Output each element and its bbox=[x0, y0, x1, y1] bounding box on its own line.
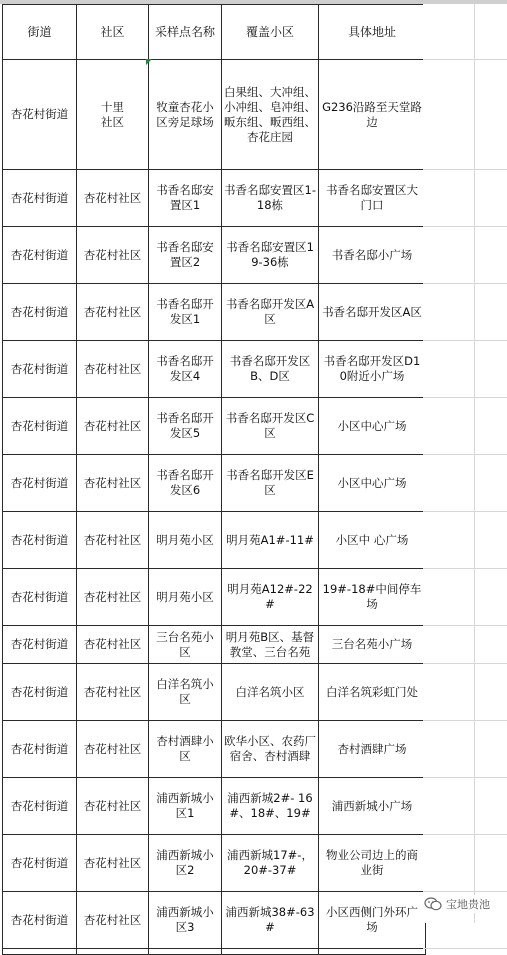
street-cell[interactable]: 杏花村街道 bbox=[3, 835, 77, 892]
covered-area-cell[interactable] bbox=[222, 949, 319, 955]
community-cell[interactable]: 杏花村社区 bbox=[77, 227, 149, 284]
address-cell[interactable] bbox=[319, 949, 426, 955]
street-cell[interactable] bbox=[3, 949, 77, 955]
community-cell[interactable]: 杏花村社区 bbox=[77, 664, 149, 721]
header-covered-area[interactable]: 覆盖小区 bbox=[222, 5, 319, 60]
street-cell[interactable]: 杏花村街道 bbox=[3, 512, 77, 569]
sampling-point-cell[interactable]: 明月苑小区 bbox=[149, 569, 222, 626]
gutter-column-line bbox=[474, 4, 475, 923]
header-sampling-point[interactable]: 采样点名称 bbox=[149, 5, 222, 60]
sampling-point-table bbox=[2, 4, 426, 955]
table-row bbox=[3, 170, 426, 227]
street-cell[interactable]: 杏花村街道 bbox=[3, 227, 77, 284]
gutter-row-line bbox=[423, 169, 507, 170]
gutter-row-line bbox=[423, 720, 507, 721]
street-cell[interactable]: 杏花村街道 bbox=[3, 778, 77, 835]
table-row bbox=[3, 455, 426, 512]
community-cell[interactable]: 杏花村社区 bbox=[77, 721, 149, 778]
covered-area-cell[interactable]: 白洋名筑小区 bbox=[222, 664, 319, 721]
address-cell[interactable]: 19#-18#中间停车场 bbox=[319, 569, 426, 626]
gutter-row-line bbox=[423, 59, 507, 60]
address-cell[interactable]: 小区中心广场 bbox=[319, 455, 426, 512]
address-cell[interactable]: 书香名邸开发区A区 bbox=[319, 284, 426, 341]
address-cell[interactable]: 书香名邸安置区大门口 bbox=[319, 170, 426, 227]
gutter-row-line bbox=[423, 283, 507, 284]
cell-comment-marker bbox=[146, 59, 152, 65]
street-cell[interactable]: 杏花村街道 bbox=[3, 455, 77, 512]
watermark-text: 宝地贵池 bbox=[446, 898, 490, 911]
community-cell[interactable]: 杏花村社区 bbox=[77, 626, 149, 664]
covered-area-cell[interactable]: 书香名邸安置区1-18栋 bbox=[222, 170, 319, 227]
table-row bbox=[3, 512, 426, 569]
table-row bbox=[3, 721, 426, 778]
sampling-point-cell[interactable]: 杏村酒肆小区 bbox=[149, 721, 222, 778]
header-address[interactable]: 具体地址 bbox=[319, 5, 426, 60]
address-cell[interactable]: G236沿路至天堂路边 bbox=[319, 60, 426, 170]
header-community[interactable]: 社区 bbox=[77, 5, 149, 60]
community-cell[interactable] bbox=[77, 949, 149, 955]
table-row bbox=[3, 227, 426, 284]
gutter-row-line bbox=[423, 226, 507, 227]
sampling-point-cell[interactable]: 书香名邸安置区2 bbox=[149, 227, 222, 284]
street-cell[interactable]: 杏花村街道 bbox=[3, 284, 77, 341]
community-cell[interactable]: 杏花村社区 bbox=[77, 835, 149, 892]
table-row bbox=[3, 569, 426, 626]
sampling-point-cell[interactable] bbox=[149, 949, 222, 955]
address-cell[interactable]: 书香名邸开发区D10附近小广场 bbox=[319, 341, 426, 398]
gutter-row-line bbox=[423, 834, 507, 835]
street-cell[interactable]: 杏花村街道 bbox=[3, 341, 77, 398]
table-row bbox=[3, 341, 426, 398]
gutter-row-line bbox=[423, 891, 507, 892]
gutter-row-line bbox=[423, 511, 507, 512]
covered-area-cell[interactable]: 浦西新城2#- 16#、18#、19# bbox=[222, 778, 319, 835]
community-cell[interactable]: 杏花村社区 bbox=[77, 170, 149, 227]
sampling-point-cell[interactable]: 明月苑小区 bbox=[149, 512, 222, 569]
covered-area-cell[interactable]: 书香名邸开发区A区 bbox=[222, 284, 319, 341]
table-row bbox=[3, 284, 426, 341]
community-cell[interactable]: 杏花村社区 bbox=[77, 455, 149, 512]
sampling-point-cell[interactable]: 牧童杏花小区旁足球场 bbox=[149, 60, 222, 170]
covered-area-cell[interactable]: 书香名邸开发区E区 bbox=[222, 455, 319, 512]
street-cell[interactable]: 杏花村街道 bbox=[3, 721, 77, 778]
sampling-point-cell[interactable]: 浦西新城小区1 bbox=[149, 778, 222, 835]
sampling-point-cell[interactable]: 浦西新城小区3 bbox=[149, 892, 222, 949]
sampling-point-cell[interactable]: 书香名邸安置区1 bbox=[149, 170, 222, 227]
covered-area-cell[interactable]: 明月苑A12#-22# bbox=[222, 569, 319, 626]
covered-area-cell[interactable]: 白果组、大冲组、 小冲组、皂冲组、畈东组、畈西组、杏花庄园 bbox=[222, 60, 319, 170]
table-body bbox=[3, 60, 426, 955]
community-cell[interactable]: 杏花村社区 bbox=[77, 341, 149, 398]
community-cell[interactable]: 十里 社区 bbox=[77, 60, 149, 170]
street-cell[interactable]: 杏花村街道 bbox=[3, 892, 77, 949]
table-row bbox=[3, 626, 426, 664]
covered-area-cell[interactable]: 明月苑B区、基督教堂、三台名苑 bbox=[222, 626, 319, 664]
sampling-point-cell[interactable]: 浦西新城小区2 bbox=[149, 835, 222, 892]
sampling-point-cell[interactable]: 书香名邸开发区4 bbox=[149, 341, 222, 398]
gutter-row-line bbox=[423, 340, 507, 341]
sampling-point-cell[interactable]: 书香名邸开发区1 bbox=[149, 284, 222, 341]
sampling-point-cell[interactable]: 书香名邸开发区5 bbox=[149, 398, 222, 455]
gutter-row-line bbox=[423, 397, 507, 398]
address-cell[interactable]: 杏村酒肆广场 bbox=[319, 721, 426, 778]
community-cell[interactable]: 杏花村社区 bbox=[77, 892, 149, 949]
header-row bbox=[3, 5, 426, 60]
table-row bbox=[3, 398, 426, 455]
covered-area-cell[interactable]: 明月苑A1#-11# bbox=[222, 512, 319, 569]
table-row bbox=[3, 60, 426, 170]
street-cell[interactable]: 杏花村街道 bbox=[3, 170, 77, 227]
table-row bbox=[3, 835, 426, 892]
sampling-point-cell[interactable]: 白洋名筑小区 bbox=[149, 664, 222, 721]
street-cell[interactable]: 杏花村街道 bbox=[3, 60, 77, 170]
gutter-row-line bbox=[423, 663, 507, 664]
header-street[interactable]: 街道 bbox=[3, 5, 77, 60]
address-cell[interactable]: 物业公司边上的商业街 bbox=[319, 835, 426, 892]
community-cell[interactable]: 杏花村社区 bbox=[77, 569, 149, 626]
empty-grid-area bbox=[423, 4, 507, 923]
address-cell[interactable]: 书香名邸小广场 bbox=[319, 227, 426, 284]
address-cell[interactable]: 白洋名筑彩虹门处 bbox=[319, 664, 426, 721]
gutter-row-line bbox=[423, 568, 507, 569]
wechat-icon bbox=[424, 897, 442, 911]
covered-area-cell[interactable]: 书香名邸安置区19-36栋 bbox=[222, 227, 319, 284]
community-cell[interactable]: 杏花村社区 bbox=[77, 398, 149, 455]
gutter-row-line bbox=[423, 777, 507, 778]
street-cell[interactable]: 杏花村街道 bbox=[3, 569, 77, 626]
covered-area-cell[interactable]: 浦西新城17#-，20#-37# bbox=[222, 835, 319, 892]
gutter-row-line bbox=[423, 625, 507, 626]
covered-area-cell[interactable]: 浦西新城38#-63# bbox=[222, 892, 319, 949]
address-cell[interactable]: 三台名苑小广场 bbox=[319, 626, 426, 664]
address-cell[interactable]: 小区西侧门外环广场 bbox=[319, 892, 426, 949]
community-cell[interactable]: 杏花村社区 bbox=[77, 778, 149, 835]
sampling-point-cell[interactable]: 三台名苑小区 bbox=[149, 626, 222, 664]
table-row bbox=[3, 664, 426, 721]
street-cell[interactable]: 杏花村街道 bbox=[3, 664, 77, 721]
table-row bbox=[3, 778, 426, 835]
covered-area-cell[interactable]: 书香名邸开发区C区 bbox=[222, 398, 319, 455]
covered-area-cell[interactable]: 书香名邸开发区B、D区 bbox=[222, 341, 319, 398]
community-cell[interactable]: 杏花村社区 bbox=[77, 284, 149, 341]
community-cell[interactable]: 杏花村社区 bbox=[77, 512, 149, 569]
covered-area-cell[interactable]: 欧华小区、农药厂宿舍、杏村酒肆 bbox=[222, 721, 319, 778]
address-cell[interactable]: 小区中心广场 bbox=[319, 398, 426, 455]
address-cell[interactable]: 小区中 心广场 bbox=[319, 512, 426, 569]
table-row bbox=[3, 892, 426, 949]
street-cell[interactable]: 杏花村街道 bbox=[3, 398, 77, 455]
gutter-row-line bbox=[423, 454, 507, 455]
table-row bbox=[3, 949, 426, 955]
watermark bbox=[421, 895, 493, 913]
address-cell[interactable]: 浦西新城小广场 bbox=[319, 778, 426, 835]
sampling-point-cell[interactable]: 书香名邸开发区6 bbox=[149, 455, 222, 512]
street-cell[interactable]: 杏花村街道 bbox=[3, 626, 77, 664]
gutter-row-line bbox=[423, 948, 507, 949]
